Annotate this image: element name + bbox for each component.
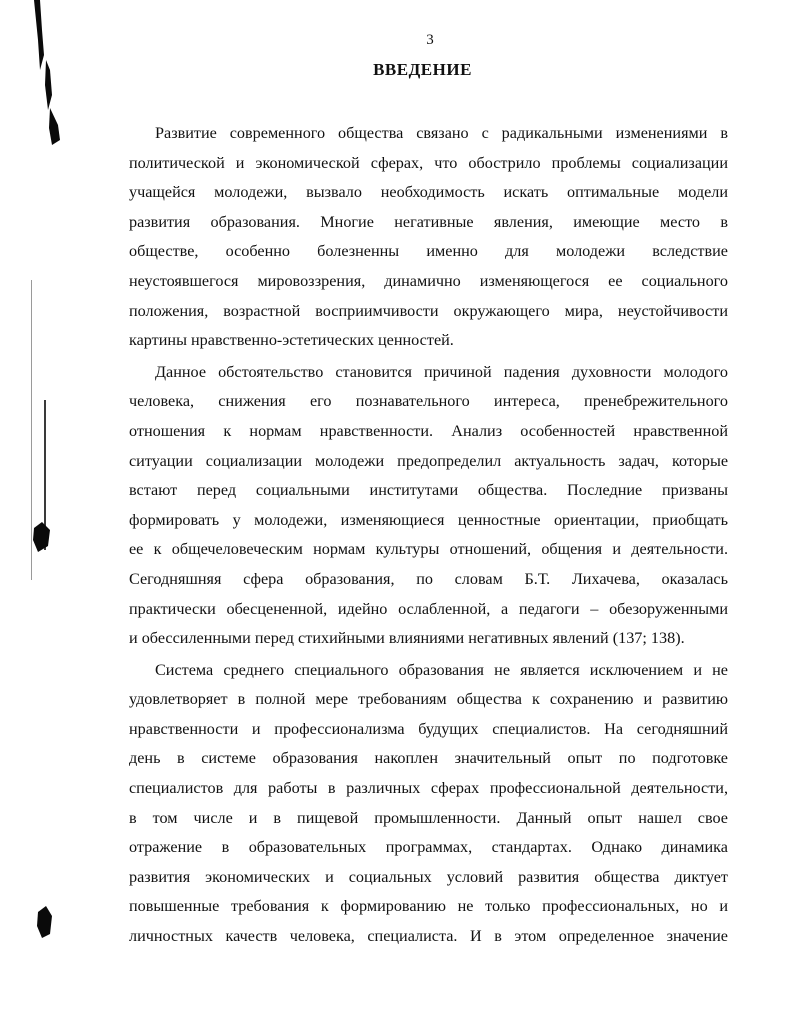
text-line: практически обесцененной, идейно ослабленной, а педагоги – обезоруженными — [129, 599, 728, 618]
text-line: отношения к нормам нравственности. Анализ особенностей нравственной — [129, 421, 728, 440]
scan-mark-blot-2 — [33, 522, 50, 552]
text-line: нравственности и профессионализма будущих специалистов. На сегодняшний — [129, 719, 728, 738]
paragraph-3 — [129, 656, 728, 952]
text-line: специалистов для работы в различных сферах профессиональной деятельности, — [129, 779, 728, 798]
text-line: картины нравственно-эстетических ценностей. — [129, 331, 454, 350]
text-line: Система среднего специального образования не является исключением и не — [155, 660, 728, 679]
text-line: ее к общечеловеческим нормам культуры отношений, общения и деятельности. — [129, 540, 728, 559]
text-line: человека, снижения его познавательного интереса, пренебрежительного — [129, 392, 728, 411]
page-number: 3 — [426, 32, 434, 48]
text-line: положения, возрастной восприимчивости окружающего мира, неустойчивости — [129, 301, 728, 320]
text-line: личностных качеств человека, специалиста. И в этом определенное значение — [129, 927, 728, 946]
body-text — [129, 119, 728, 952]
text-line: политической и экономической сферах, что обострило проблемы социализации — [129, 153, 728, 172]
text-line: удовлетворяет в полной мере требованиям общества к сохранению и развитию — [129, 690, 728, 709]
text-line: в том числе и в пищевой промышленности. Данный опыт нашел свое — [129, 808, 728, 827]
text-line: формировать у молодежи, изменяющиеся ценностные ориентации, приобщать — [129, 510, 728, 529]
text-line: ситуации социализации молодежи предопределил актуальность задач, которые — [129, 451, 728, 470]
text-line: Сегодняшняя сфера образования, по словам Б.Т. Лихачева, оказалась — [129, 569, 728, 588]
text-line: развития экономических и социальных условий развития общества диктует — [129, 867, 728, 886]
scan-mark-thin — [31, 280, 32, 580]
text-line: Развитие современного общества связано с радикальными изменениями в — [155, 124, 728, 142]
text-line: развития образования. Многие негативные явления, имеющие место в — [129, 212, 728, 231]
text-line: повышенные требования к формированию не только профессиональных, но и — [129, 897, 728, 916]
text-line: и обессиленными перед стихийными влияниями негативных явлений (137; 138). — [129, 629, 685, 648]
paragraph-1 — [129, 119, 728, 356]
text-line: встают перед социальными институтами общества. Последние призваны — [129, 481, 728, 500]
text-line: неустоявшегося мировоззрения, динамично изменяющегося ее социального — [129, 271, 728, 290]
text-line: обществе, особенно болезненны именно для молодежи вследствие — [129, 242, 728, 261]
scan-edge-artifacts — [0, 0, 60, 1025]
text-line: отражение в образовательных программах, стандартах. Однако динамика — [129, 838, 728, 857]
page-title: ВВЕДЕНИЕ — [373, 60, 472, 79]
scan-mark-blot-1 — [49, 108, 60, 145]
text-line: Данное обстоятельство становится причиной падения духовности молодого — [155, 362, 728, 381]
text-line: день в системе образования накоплен значительный опыт по подготовке — [129, 749, 728, 768]
paragraph-2 — [129, 358, 728, 654]
scan-mark-blot-3 — [37, 906, 52, 938]
text-line: учащейся молодежи, вызвало необходимость искать оптимальные модели — [129, 183, 728, 202]
